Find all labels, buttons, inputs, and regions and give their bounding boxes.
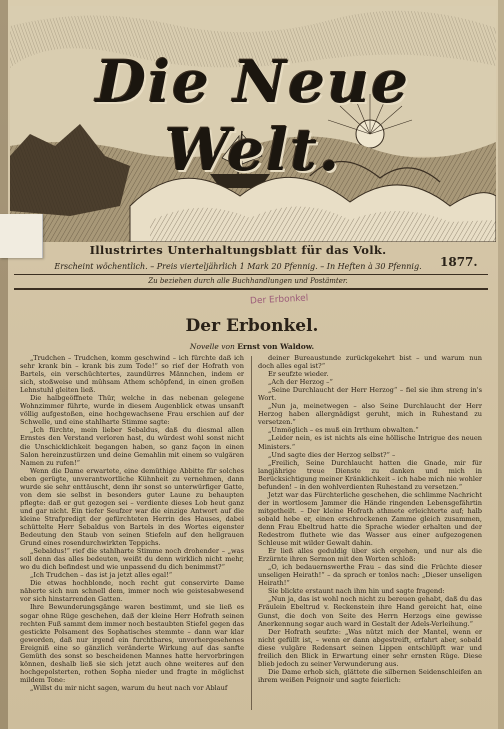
divider-rule-thick bbox=[14, 288, 488, 290]
column-divider bbox=[251, 356, 252, 710]
paragraph: Ihre Bewunderungsgänge waren bestimmt, und sie ließ es sogar ohne Rüge geschehen, daß der kleine Herr Hofrath seinen rechten Fuß sammt dem immer noch bestaubten Stiefel gegen das gestickte Polsament des Sophatisches stemmte – dann war klar geworden, daß nur irgend ein furchtbares, unvorhergesehenes Ereigniß eine so gänzlich veränderte Wirkung auf das sanfte Gemüth des sonst so bescheidenen Mannes hatte hervorbringen können, deshalb ließ sie sich jetzt auch ohne weiteres auf den hochgepolsterten, rothen Sopha nieder und fragte in möglichst mildem Tone: bbox=[20, 603, 244, 684]
paragraph: Wenn die Dame erwartete, eine demüthige Abbitte für solches eben gerügte, unverantwortliche Kühnheit zu vernehmen, dann wurde sie sehr enttäuscht, denn ihr sonst so unterwürfiger Gatte, von dem sie selbst in besonders guter Laune zu behaupten pflegte: daß er gut gezogen sei – verdiente dieses Lob heut ganz und gar nicht. Ein tiefer Seufzer war die einzige Antwort auf die kleine Strafpredigt der gefürchteten Herrin des Hauses, dabei schüttelte Herr Sebaldus von Bartels in des Wortes eigenster Bedeutung den Staub von seinen Stiefeln auf den hellgrauen Grund eines rosendurchwirkten Teppichs. bbox=[20, 466, 244, 548]
paragraph: „Leider nein, es ist nichts als eine höllische Intrigue des neuen Ministers.“ bbox=[258, 434, 482, 451]
right-page-edge bbox=[498, 0, 504, 729]
author-name: Ernst von Waldow. bbox=[237, 342, 315, 351]
story-byline bbox=[0, 342, 504, 351]
paper-sticker bbox=[0, 214, 43, 258]
paragraph: „Unmöglich – es muß ein Irrthum obwalten.“ bbox=[268, 426, 419, 435]
paragraph: „Trudchen – Trudchen, komm geschwind – ich fürchte daß ich sehr krank bin – krank bis zum Tode!“ so rief der Hofrath von Bartels, ein verschüchtertes, zaundürres Männchen, indem er sich, stoßweise und mühsam Athem schöpfend, in einen großen Lehnstuhl gleiten ließ. bbox=[20, 354, 244, 395]
divider-rule bbox=[14, 274, 488, 275]
paragraph: Er seufzte wieder. bbox=[268, 370, 329, 379]
left-text-column bbox=[20, 354, 244, 716]
paragraph: Die etwas hochblonde, noch recht gut conservirte Dame näherte sich nun schnell dem, immer noch wie geistesabwesend vor sich hinstarrenden Gatten. bbox=[20, 579, 244, 604]
paragraph: Die Dame erhob sich, glättete die silbernen Seidenschleifen an ihrem weißen Peignoir und sagte feierlich: bbox=[258, 667, 482, 684]
paragraph: Der Hofrath seufzte: „Was nützt mich der Mantel, wenn er nicht gefüllt ist, – wenn er dann abgestreift, erfahrt aber, sobald diese vulgäre Redensart seinen Lippen entschlüpft war und freilich den Blick in Erwartung einer sehr ernsten Rüge. Diese blieb jedoch zu seiner Verwunderung aus. bbox=[258, 627, 482, 668]
year-label: 1877. bbox=[440, 255, 478, 269]
paragraph: deiner Bureaustunde zurückgekehrt bist – und warum nun doch alles egal ist?“ bbox=[258, 354, 482, 371]
paragraph: „Ach der Herzog –“ bbox=[268, 378, 333, 387]
byline-prefix: Novelle von bbox=[189, 342, 235, 351]
paragraph: Er ließ alles geduldig über sich ergehen, und nur als die Erzürnte ihren Sermon mit den Worten schloß: bbox=[258, 547, 482, 564]
masthead-title: Die Neue Welt. bbox=[95, 48, 411, 184]
paragraph: „Ich fürchte, mein lieber Sebaldus, daß du diesmal allen Ernstes den Verstand verloren hast, du würdest wohl sonst nicht die Unschicklichkeit begangen haben, so ganz façon in einen Salon hereinzustürzen und deine Gemahlin mit einem so vulgären Namen zu rufen!“ bbox=[20, 426, 244, 467]
publication-info: Erscheint wöchentlich. – Preis vierteljährlich 1 Mark 20 Pfennig. – In Heften à 30 Pfennig. bbox=[54, 262, 422, 271]
right-text-column bbox=[258, 354, 482, 716]
left-page-edge bbox=[0, 0, 8, 729]
paragraph: „Sebaldus!“ rief die stahlharte Stimme noch drohender – „was soll denn das alles bedeuten, weißt du denn wirklich nicht mehr, wo du dich befindest und wie unpassend du dich benimmst?“ bbox=[20, 547, 244, 572]
paragraph: „Freilich, Seine Durchlaucht hatten die Gnade, mir für langjährige treue Dienste zu danken und mich in Berücksichtigung meiner Kränklichkeit – ich habe mich nie wohler befunden! – in den wohlverdienten Ruhestand zu versetzen.“ bbox=[258, 458, 482, 491]
ink-stamp: Der Erbonkel bbox=[249, 293, 309, 307]
paragraph: „Seine Durchlaucht der Herr Herzog“ – fiel sie ihm streng in's Wort. bbox=[258, 386, 482, 403]
paragraph: Sie blickte erstaunt nach ihm hin und sagte fragend: bbox=[268, 587, 445, 596]
subtitle: Illustrirtes Unterhaltungsblatt für das Volk. bbox=[89, 243, 387, 257]
paragraph: „Und sagte dies der Herzog selbst?“ – bbox=[268, 450, 396, 459]
paragraph: „O, ich bedauernswerthe Frau – das sind die Früchte dieser unseligen Heirath!“ – da sprach er tonlos nach: „Dieser unseligen Heirath!“ bbox=[258, 563, 482, 588]
paragraph: „Willst du mir nicht sagen, warum du heut nach vor Ablauf bbox=[30, 683, 228, 692]
distribution-info: Zu beziehen durch alle Buchhandlungen und Postämter. bbox=[148, 277, 348, 285]
paragraph: „Nun ja, das ist wohl noch nicht zu bereuen gehabt, daß du das Fräulein Ebeltrud v. Reckenstein ihre Hand gereicht hat, eine Gunst, die doch von Seite des Herrn Herzogs eine gewisse Anerkennung sogar auch ward in Gestalt der Adels-Verleihung.“ bbox=[258, 595, 482, 628]
paragraph: „Nun ja, meinetwegen – also Seine Durchlaucht der Herr Herzog haben allergnädigst geruht, mich in Ruhestand zu versetzen.“ bbox=[258, 402, 482, 427]
paragraph: Die halbgeöffnete Thür, welche in das nebenan gelegene Wohnzimmer führte, wurde in diesem Augenblick etwas unsanft völlig aufgestoßen, eine hochgewachsene Frau erschien auf der Schwelle, und eine stahlharte Stimme sagte: bbox=[20, 394, 244, 427]
story-title: Der Erbonkel. bbox=[185, 316, 319, 336]
masthead-illustration bbox=[10, 6, 496, 242]
paragraph: Jetzt war das Fürchterliche geschehen, die schlimme Nachricht der in wortlosem Jammer die Hände ringenden Lebensgefährtin mitgetheilt. – Der kleine Hofrath athmete erleichterte auf; halb sobald hebe er, einen erschrockenen Zamme gleich zusammen, denn Frau Ebeltrud hatte die Sprache wieder erhalten und der Redestrom fluthete wie das Wasser aus einer aufgezogenen Schleuse mit wilder Gewalt dahin. bbox=[258, 490, 482, 548]
paragraph: „Ich Trudchen – das ist ja jetzt alles egal!“ bbox=[30, 571, 173, 580]
